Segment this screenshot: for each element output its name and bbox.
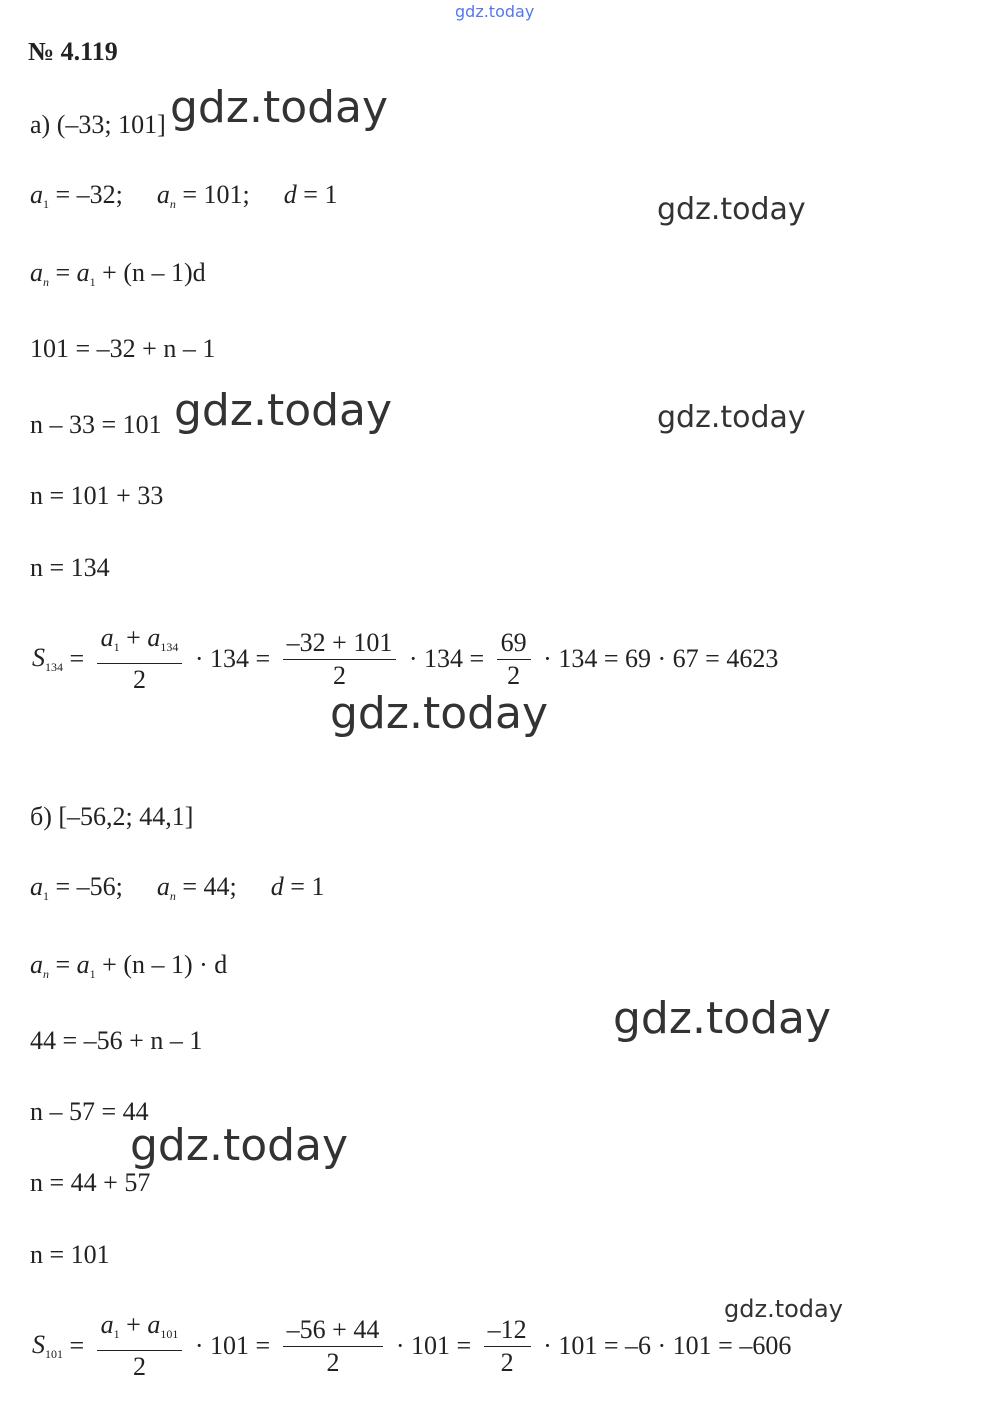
watermark: gdz.today [130,1120,349,1171]
fraction-3: $\frac{-12}{2}$ [484,1316,531,1377]
watermark: gdz.today [724,1295,843,1323]
watermark: gdz.today [657,192,806,227]
part-a-nth-term-formula: $a_n = a_1 + (n - 1)d$ [30,258,206,289]
watermark: gdz.today [170,82,389,133]
a1-value: = –56; [55,872,123,901]
watermark: gdz.today [330,688,549,739]
part-a-line-5: n = 101 + 33 [30,481,164,510]
d-value: = 1 [303,180,338,209]
sum-result: · 101 = –6 · 101 = –606 [543,1331,792,1360]
part-b-givens: $a_1 = -56$; $a_n = 44$; d = 1 [30,872,325,903]
part-b-sum-formula: $S_{101}$ = $\frac{a_1 + a_{101}}{2}$ · 101 = $\frac{-56 + 44}{2}$ · 101 = $\frac{-12}{2}$ · 101 = –6 · 101 = –606 [32,1310,792,1381]
fraction-3: $\frac{69}{2}$ [497,629,531,690]
part-a-line-6: n = 134 [30,553,110,582]
fraction-2: $\frac{-32 + 101}{2}$ [283,629,397,690]
an-value: = 101; [182,180,250,209]
part-b-line-5: n = 44 + 57 [30,1168,151,1197]
fraction-1: $\frac{a_1 + a_{134}}{2}$ [97,624,183,694]
part-a-line-3: 101 = –32 + n – 1 [30,334,216,363]
problem-title: № 4.119 [28,37,118,66]
times-1: · 134 = [194,644,271,673]
formula-rhs: + (n – 1) · d [102,950,228,979]
times-1: · 101 = [194,1331,271,1360]
part-a-givens: $a_1 = -32$; $a_n = 101$; d = 1 [30,180,338,211]
watermark: gdz.today [613,993,832,1044]
part-b-line-3: 44 = –56 + n – 1 [30,1026,203,1055]
times-2: · 101 = [395,1331,472,1360]
d-value: = 1 [290,872,325,901]
sum-symbol: $S_{101}$ [32,1330,63,1361]
watermark: gdz.today [657,400,806,435]
fraction-2: $\frac{-56 + 44}{2}$ [283,1316,384,1377]
part-b-line-6: n = 101 [30,1240,110,1269]
watermark: gdz.today [174,385,393,436]
part-b-line-4: n – 57 = 44 [30,1097,149,1126]
part-a-sum-formula: $S_{134}$ = $\frac{a_1 + a_{134}}{2}$ · 134 = $\frac{-32 + 101}{2}$ · 134 = $\frac{69}{2}$ · 134 = 69 · 67 = 4623 [32,623,779,694]
part-a-line-4: n – 33 = 101 [30,410,162,439]
formula-rhs: + (n – 1)d [102,258,206,287]
part-a-label: а) (–33; 101] [30,110,166,139]
sum-symbol: $S_{134}$ [32,643,63,674]
fraction-1: $\frac{a_1 + a_{101}}{2}$ [97,1311,183,1381]
sum-result: · 134 = 69 · 67 = 4623 [543,644,779,673]
an-value: = 44; [182,872,237,901]
header-watermark: gdz.today [455,2,535,21]
a1-value: = –32; [55,180,123,209]
times-2: · 134 = [408,644,485,673]
part-b-nth-term-formula: $a_n = a_1 + (n - 1) \cdot d$ [30,950,228,981]
part-b-label: б) [–56,2; 44,1] [30,802,194,831]
